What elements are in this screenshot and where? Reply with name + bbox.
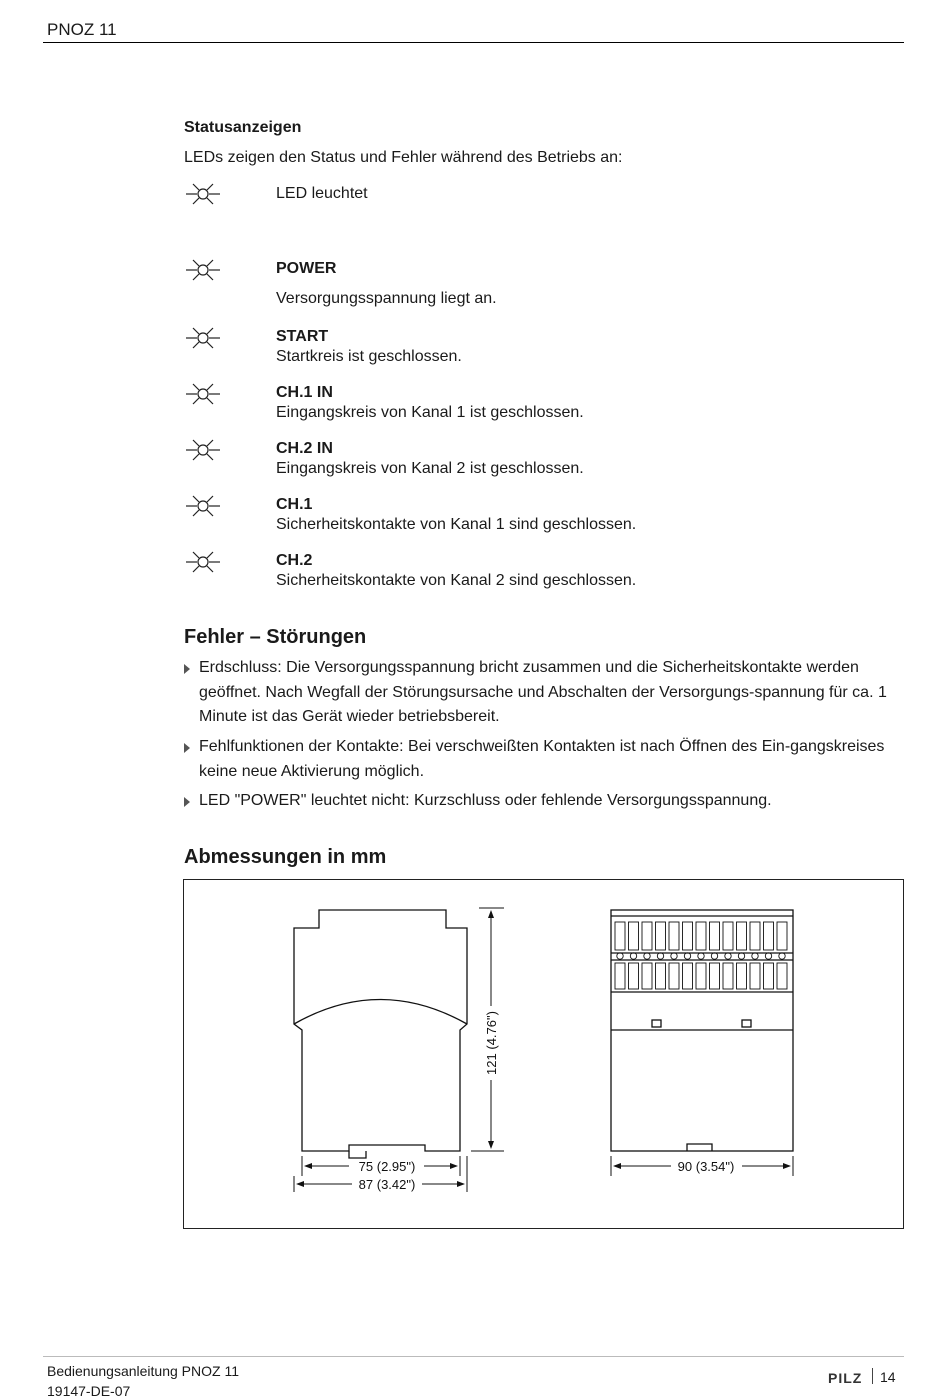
side-view-front-arc <box>294 1000 467 1025</box>
front-view-rail-clip <box>687 1144 712 1151</box>
led-title: CH.1 <box>276 496 313 513</box>
led-description: Versorgungsspannung liegt an. <box>276 290 497 307</box>
fault-item <box>184 789 904 814</box>
led-item-power <box>276 259 497 309</box>
terminal-screw <box>698 953 704 959</box>
fault-item <box>184 656 904 730</box>
status-intro: LEDs zeigen den Status und Fehler während des Betriebs an: <box>184 149 623 166</box>
terminal-top <box>737 922 747 950</box>
terminal-screw <box>617 953 623 959</box>
led-item-start <box>276 327 462 367</box>
terminal-top <box>750 922 760 950</box>
dim-width-inner: 75 (2.95") <box>358 1159 416 1174</box>
terminal-bottom <box>683 963 693 989</box>
led-title: CH.2 <box>276 552 313 569</box>
terminal-screw <box>779 953 785 959</box>
led-item-ch2 <box>276 551 636 591</box>
fault-text: LED "POWER" leuchtet nicht: Kurzschluss oder fehlende Versorgungsspannung. <box>199 792 772 809</box>
side-view-rail-clip <box>349 1151 366 1158</box>
led-lit-icon <box>186 256 220 284</box>
terminal-top <box>764 922 774 950</box>
side-view-housing <box>294 910 467 1151</box>
led-description: Sicherheitskontakte von Kanal 2 sind geschlossen. <box>276 572 637 589</box>
led-lit-icon <box>186 380 220 408</box>
led-item-ch2-in <box>276 439 584 479</box>
bullet-arrow-icon <box>184 797 190 807</box>
terminal-bottom <box>737 963 747 989</box>
faults-heading: Fehler – Störungen <box>184 626 367 648</box>
front-view-led-left <box>652 1020 661 1027</box>
led-description: Eingangskreis von Kanal 1 ist geschlossen. <box>276 404 584 421</box>
led-item-ch1-in <box>276 383 584 423</box>
terminal-top <box>777 922 787 950</box>
dimensions-heading: Abmessungen in mm <box>184 846 387 868</box>
terminal-screw <box>711 953 717 959</box>
front-view-led-right <box>742 1020 751 1027</box>
fault-item <box>184 735 904 784</box>
led-item-ch1 <box>276 495 636 535</box>
terminal-bottom <box>764 963 774 989</box>
terminal-top <box>710 922 720 950</box>
led-legend-label: LED leuchtet <box>276 185 368 202</box>
terminal-bottom <box>669 963 679 989</box>
led-description: Sicherheitskontakte von Kanal 1 sind geschlossen. <box>276 516 637 533</box>
terminal-top <box>656 922 666 950</box>
terminal-screw <box>725 953 731 959</box>
fault-text: Erdschluss: Die Versorgungsspannung bricht zusammen und die Sicherheitskontakte werden geöffnet. Nach Wegfall der Störungsursache und Abschalten der Versorgungs-spannung für ca. 1 Minute ist das Gerät wieder betriebsbereit. <box>199 659 887 725</box>
page-number: 14 <box>880 1369 896 1385</box>
terminal-top <box>696 922 706 950</box>
terminal-screw <box>671 953 677 959</box>
terminal-bottom <box>615 963 625 989</box>
terminal-top <box>642 922 652 950</box>
led-title: CH.2 IN <box>276 440 333 457</box>
terminal-bottom <box>723 963 733 989</box>
dim-height: 121 (4.76") <box>484 1011 499 1075</box>
terminal-bottom <box>710 963 720 989</box>
terminal-top <box>683 922 693 950</box>
led-title: START <box>276 328 329 345</box>
footer-separator <box>872 1368 873 1384</box>
led-description: Eingangskreis von Kanal 2 ist geschlossen. <box>276 460 584 477</box>
terminal-screw <box>765 953 771 959</box>
led-lit-icon <box>186 180 220 208</box>
terminal-screw <box>657 953 663 959</box>
terminal-top <box>723 922 733 950</box>
terminal-top <box>629 922 639 950</box>
dimension-drawing <box>183 879 904 1229</box>
terminal-blocks <box>615 922 787 989</box>
bullet-arrow-icon <box>184 664 190 674</box>
dim-width-outer: 87 (3.42") <box>358 1177 416 1192</box>
terminal-bottom <box>656 963 666 989</box>
terminal-screw <box>644 953 650 959</box>
led-title: CH.1 IN <box>276 384 333 401</box>
terminal-screw <box>752 953 758 959</box>
dim-depth: 90 (3.54") <box>677 1159 735 1174</box>
terminal-bottom <box>777 963 787 989</box>
footer-manual-title: Bedienungsanleitung PNOZ 11 <box>47 1363 239 1379</box>
led-lit-icon <box>186 436 220 464</box>
terminal-bottom <box>629 963 639 989</box>
header-title: PNOZ 11 <box>47 20 117 39</box>
status-heading: Statusanzeigen <box>184 119 302 136</box>
led-lit-icon <box>186 548 220 576</box>
fault-text: Fehlfunktionen der Kontakte: Bei verschweißten Kontakten ist nach Öffnen des Ein-gangskreises keine neue Aktivierung möglich. <box>199 738 885 780</box>
led-lit-icon <box>186 324 220 352</box>
terminal-bottom <box>696 963 706 989</box>
terminal-screw <box>684 953 690 959</box>
bullet-arrow-icon <box>184 743 190 753</box>
terminal-bottom <box>750 963 760 989</box>
brand-logo: PILZ <box>828 1370 863 1386</box>
footer-divider <box>43 1356 904 1357</box>
terminal-top <box>615 922 625 950</box>
led-title: POWER <box>276 260 337 277</box>
header-divider <box>43 42 904 43</box>
led-description: Startkreis ist geschlossen. <box>276 348 462 365</box>
led-lit-icon <box>186 492 220 520</box>
terminal-bottom <box>642 963 652 989</box>
terminal-screw <box>630 953 636 959</box>
terminal-top <box>669 922 679 950</box>
terminal-screw <box>738 953 744 959</box>
footer-doc-number: 19147-DE-07 <box>47 1383 131 1399</box>
dimension-drawing-svg <box>184 880 903 1228</box>
